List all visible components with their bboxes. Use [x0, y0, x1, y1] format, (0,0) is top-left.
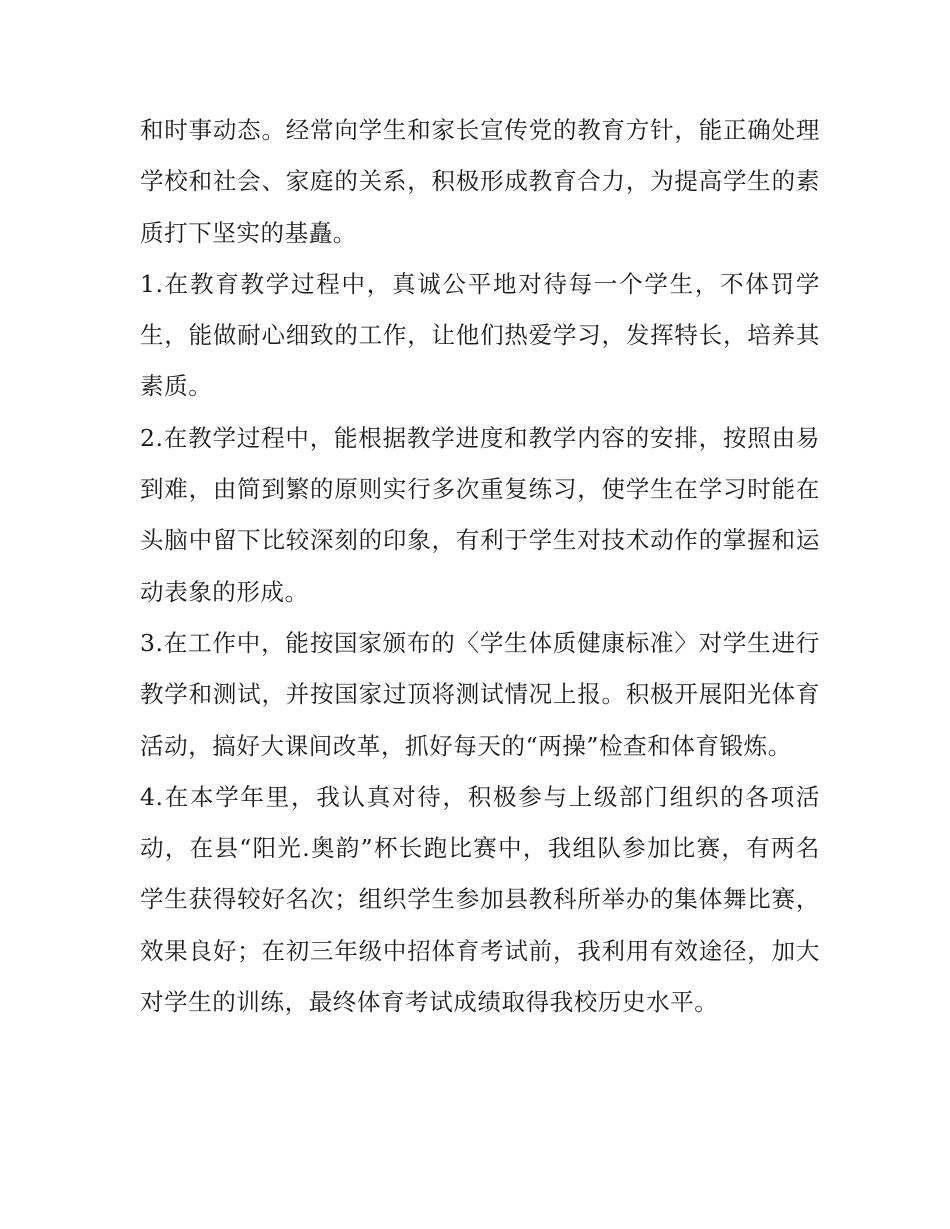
document-body: [140, 105, 820, 1028]
paragraph-item-4: 4.在本学年里，我认真对待，积极参与上级部门组织的各项活动，在县“阳光.奥韵”杯长跑比赛中，我组队参加比赛，有两名学生获得较好名次；组织学生参加县教科所举办的集体舞比赛，效果良好；在初三年级中招体育考试前，我利用有效途径，加大对学生的训练，最终体育考试成绩取得我校历史水平。: [140, 782, 820, 1017]
paragraph-item-3: 3.在工作中，能按国家颁布的〈学生体质健康标准〉对学生进行教学和测试，并按国家过顶将测试情况上报。积极开展阳光体育活动，搞好大课间改革，抓好每天的“两操”检查和体育锻炼。: [140, 628, 820, 760]
paragraph-intro: 和时事动态。经常向学生和家长宣传党的教育方针，能正确处理学校和社会、家庭的关系，积极形成教育合力，为提高学生的素质打下坚实的基矗。: [140, 116, 820, 247]
paragraph-item-2: 2.在教学过程中，能根据教学进度和教学内容的安排，按照由易到难，由简到繁的原则实行多次重复练习，使学生在学习时能在头脑中留下比较深刻的印象，有利于学生对技术动作的掌握和运动表象的形成。: [140, 423, 820, 606]
paragraph-item-1: 1.在教育教学过程中，真诚公平地对待每一个学生，不体罚学生，能做耐心细致的工作，让他们热爱学习，发挥特长，培养其素质。: [140, 269, 820, 401]
